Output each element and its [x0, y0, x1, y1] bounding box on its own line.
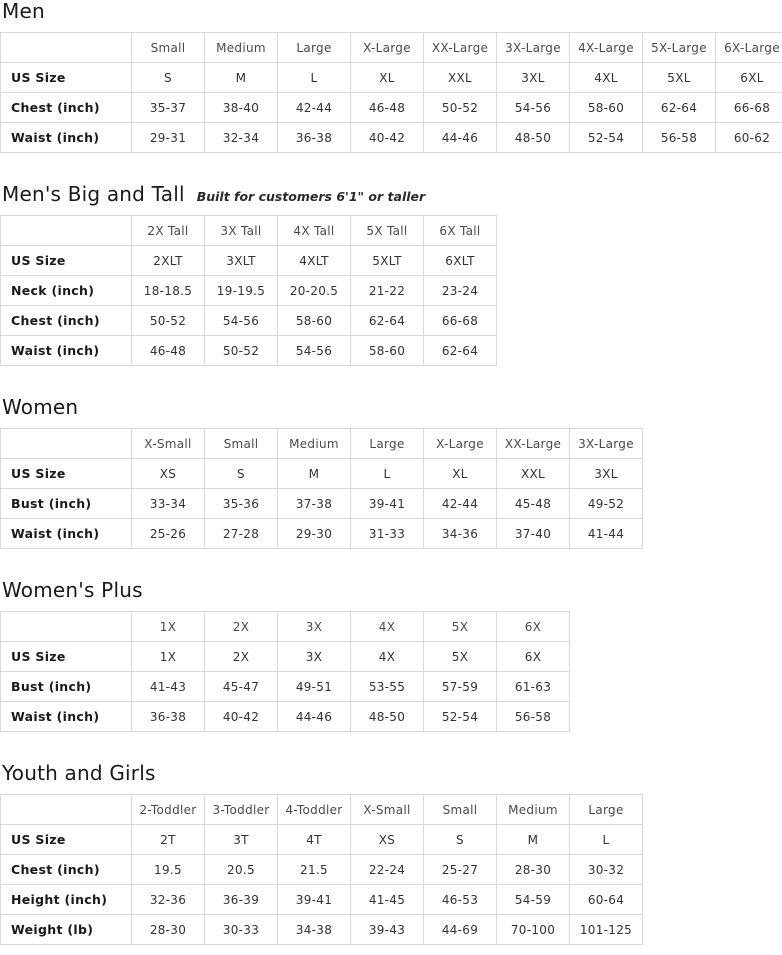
table-cell: M — [205, 63, 278, 93]
row-header: US Size — [1, 63, 132, 93]
table-cell: 56-58 — [497, 702, 570, 732]
column-header: 4X Tall — [278, 216, 351, 246]
table-cell: 58-60 — [351, 336, 424, 366]
section-header — [0, 0, 782, 22]
section-title: Men — [2, 0, 45, 22]
table-cell: 60-64 — [570, 885, 643, 915]
table-cell: 28-30 — [497, 855, 570, 885]
table-cell: 70-100 — [497, 915, 570, 945]
table-cell: 40-42 — [205, 702, 278, 732]
table-cell: 4X — [351, 642, 424, 672]
table-row — [1, 336, 497, 366]
table-cell: 50-52 — [205, 336, 278, 366]
table-cell: 45-48 — [497, 489, 570, 519]
column-header: 4X-Large — [570, 33, 643, 63]
section-header — [0, 579, 782, 601]
column-header: 2X Tall — [132, 216, 205, 246]
table-cell: S — [424, 825, 497, 855]
section-title: Youth and Girls — [2, 762, 156, 784]
table-cell: XXL — [497, 459, 570, 489]
table-cell: 40-42 — [351, 123, 424, 153]
table-cell: 44-46 — [424, 123, 497, 153]
column-header: Medium — [205, 33, 278, 63]
table-cell: 52-54 — [570, 123, 643, 153]
spacer — [0, 22, 782, 32]
table-cell: 58-60 — [278, 306, 351, 336]
table-cell: XS — [132, 459, 205, 489]
table-cell: 1X — [132, 642, 205, 672]
column-header: 3X-Large — [570, 429, 643, 459]
table-cell: 5X — [424, 642, 497, 672]
table-cell: 32-34 — [205, 123, 278, 153]
size-section-women — [0, 396, 782, 579]
table-cell: 6XLT — [424, 246, 497, 276]
table-cell: 6X — [497, 642, 570, 672]
column-header: 3X-Large — [497, 33, 570, 63]
table-cell: 29-30 — [278, 519, 351, 549]
table-cell: 19.5 — [132, 855, 205, 885]
table-header-row — [1, 33, 782, 63]
table-cell: 50-52 — [424, 93, 497, 123]
row-header: Waist (inch) — [1, 519, 132, 549]
size-table — [0, 794, 643, 945]
row-header: US Size — [1, 459, 132, 489]
table-cell: 62-64 — [351, 306, 424, 336]
column-header: 6X Tall — [424, 216, 497, 246]
size-table — [0, 215, 497, 366]
table-cell: 66-68 — [424, 306, 497, 336]
table-cell: 60-62 — [716, 123, 782, 153]
table-cell: M — [278, 459, 351, 489]
table-cell: 4XL — [570, 63, 643, 93]
column-header: X-Small — [132, 429, 205, 459]
table-cell: 36-39 — [205, 885, 278, 915]
column-header: Small — [424, 795, 497, 825]
column-header: 5X-Large — [643, 33, 716, 63]
spacer — [0, 601, 782, 611]
table-cell: 66-68 — [716, 93, 782, 123]
table-corner-cell — [1, 33, 132, 63]
section-title: Women's Plus — [2, 579, 143, 601]
table-cell: 19-19.5 — [205, 276, 278, 306]
table-cell: 42-44 — [278, 93, 351, 123]
table-cell: L — [570, 825, 643, 855]
section-header — [0, 183, 782, 205]
spacer — [0, 205, 782, 215]
table-cell: 54-56 — [205, 306, 278, 336]
table-cell: 41-44 — [570, 519, 643, 549]
column-header: 6X-Large — [716, 33, 782, 63]
spacer — [0, 945, 782, 955]
table-cell: 36-38 — [132, 702, 205, 732]
row-header: Waist (inch) — [1, 702, 132, 732]
row-header: Neck (inch) — [1, 276, 132, 306]
table-cell: L — [278, 63, 351, 93]
size-section-womens-plus — [0, 579, 782, 762]
row-header: Waist (inch) — [1, 336, 132, 366]
table-corner-cell — [1, 612, 132, 642]
column-header: Medium — [278, 429, 351, 459]
column-header: Small — [205, 429, 278, 459]
column-header: X-Large — [424, 429, 497, 459]
row-header: Bust (inch) — [1, 672, 132, 702]
table-cell: 46-48 — [351, 93, 424, 123]
spacer — [0, 153, 782, 183]
row-header: Weight (lb) — [1, 915, 132, 945]
table-corner-cell — [1, 429, 132, 459]
table-cell: 4XLT — [278, 246, 351, 276]
table-cell: 56-58 — [643, 123, 716, 153]
table-cell: XXL — [424, 63, 497, 93]
section-header — [0, 762, 782, 784]
row-header: US Size — [1, 642, 132, 672]
table-cell: XS — [351, 825, 424, 855]
table-cell: M — [497, 825, 570, 855]
table-cell: 2XLT — [132, 246, 205, 276]
table-cell: 2X — [205, 642, 278, 672]
table-cell: 5XL — [643, 63, 716, 93]
table-cell: 46-53 — [424, 885, 497, 915]
table-cell: 39-41 — [351, 489, 424, 519]
table-cell: 3X — [278, 642, 351, 672]
spacer — [0, 418, 782, 428]
spacer — [0, 784, 782, 794]
table-row — [1, 519, 643, 549]
table-cell: 25-26 — [132, 519, 205, 549]
column-header: XX-Large — [497, 429, 570, 459]
table-cell: 3XLT — [205, 246, 278, 276]
column-header: 3X — [278, 612, 351, 642]
table-cell: 57-59 — [424, 672, 497, 702]
table-row — [1, 93, 782, 123]
table-cell: 53-55 — [351, 672, 424, 702]
column-header: Large — [570, 795, 643, 825]
table-cell: 48-50 — [497, 123, 570, 153]
table-cell: 29-31 — [132, 123, 205, 153]
row-header: Chest (inch) — [1, 855, 132, 885]
table-row — [1, 306, 497, 336]
table-cell: 39-43 — [351, 915, 424, 945]
table-cell: 32-36 — [132, 885, 205, 915]
spacer — [0, 549, 782, 579]
spacer — [0, 732, 782, 762]
size-table — [0, 611, 570, 732]
column-header: Medium — [497, 795, 570, 825]
table-cell: 62-64 — [424, 336, 497, 366]
column-header: 2-Toddler — [132, 795, 205, 825]
table-cell: 34-36 — [424, 519, 497, 549]
table-cell: 49-52 — [570, 489, 643, 519]
column-header: 2X — [205, 612, 278, 642]
table-row — [1, 63, 782, 93]
section-header — [0, 396, 782, 418]
table-row — [1, 672, 570, 702]
table-cell: 42-44 — [424, 489, 497, 519]
table-cell: 37-38 — [278, 489, 351, 519]
column-header: Large — [278, 33, 351, 63]
column-header: X-Large — [351, 33, 424, 63]
table-cell: 27-28 — [205, 519, 278, 549]
size-section-men — [0, 0, 782, 183]
row-header: Height (inch) — [1, 885, 132, 915]
column-header: 3-Toddler — [205, 795, 278, 825]
table-row — [1, 123, 782, 153]
table-cell: 35-36 — [205, 489, 278, 519]
table-cell: 22-24 — [351, 855, 424, 885]
column-header: 5X Tall — [351, 216, 424, 246]
table-cell: 23-24 — [424, 276, 497, 306]
column-header: 4X — [351, 612, 424, 642]
spacer — [0, 366, 782, 396]
row-header: Chest (inch) — [1, 93, 132, 123]
table-cell: S — [205, 459, 278, 489]
table-cell: 5XLT — [351, 246, 424, 276]
table-row — [1, 825, 643, 855]
table-cell: 38-40 — [205, 93, 278, 123]
table-cell: 28-30 — [132, 915, 205, 945]
table-cell: 31-33 — [351, 519, 424, 549]
table-cell: 54-56 — [278, 336, 351, 366]
table-cell: 41-45 — [351, 885, 424, 915]
table-cell: 52-54 — [424, 702, 497, 732]
table-cell: 34-38 — [278, 915, 351, 945]
table-cell: 41-43 — [132, 672, 205, 702]
table-cell: 49-51 — [278, 672, 351, 702]
table-cell: 25-27 — [424, 855, 497, 885]
table-row — [1, 489, 643, 519]
table-cell: 20-20.5 — [278, 276, 351, 306]
table-cell: 3XL — [570, 459, 643, 489]
size-section-mens-big-and-tall — [0, 183, 782, 396]
table-cell: 33-34 — [132, 489, 205, 519]
table-header-row — [1, 612, 570, 642]
table-cell: 39-41 — [278, 885, 351, 915]
column-header: 5X — [424, 612, 497, 642]
table-row — [1, 885, 643, 915]
table-cell: 46-48 — [132, 336, 205, 366]
size-section-youth-and-girls — [0, 762, 782, 955]
column-header: 1X — [132, 612, 205, 642]
table-header-row — [1, 795, 643, 825]
table-cell: 21-22 — [351, 276, 424, 306]
table-cell: L — [351, 459, 424, 489]
table-cell: 36-38 — [278, 123, 351, 153]
table-cell: 4T — [278, 825, 351, 855]
table-cell: 3T — [205, 825, 278, 855]
table-cell: 45-47 — [205, 672, 278, 702]
table-cell: 61-63 — [497, 672, 570, 702]
table-cell: S — [132, 63, 205, 93]
row-header: Waist (inch) — [1, 123, 132, 153]
section-title: Men's Big and Tall — [2, 183, 185, 205]
size-table — [0, 428, 643, 549]
row-header: Bust (inch) — [1, 489, 132, 519]
table-row — [1, 459, 643, 489]
column-header: Large — [351, 429, 424, 459]
table-cell: 62-64 — [643, 93, 716, 123]
column-header: 3X Tall — [205, 216, 278, 246]
row-header: US Size — [1, 825, 132, 855]
table-cell: 54-59 — [497, 885, 570, 915]
table-cell: 101-125 — [570, 915, 643, 945]
table-cell: 6XL — [716, 63, 782, 93]
section-title: Women — [2, 396, 78, 418]
column-header: Small — [132, 33, 205, 63]
table-cell: XL — [351, 63, 424, 93]
table-cell: 3XL — [497, 63, 570, 93]
column-header: 6X — [497, 612, 570, 642]
table-corner-cell — [1, 216, 132, 246]
size-table — [0, 32, 782, 153]
column-header: XX-Large — [424, 33, 497, 63]
column-header: 4-Toddler — [278, 795, 351, 825]
row-header: US Size — [1, 246, 132, 276]
table-row — [1, 276, 497, 306]
table-row — [1, 246, 497, 276]
table-cell: 37-40 — [497, 519, 570, 549]
table-cell: 50-52 — [132, 306, 205, 336]
table-cell: 48-50 — [351, 702, 424, 732]
table-header-row — [1, 429, 643, 459]
column-header: X-Small — [351, 795, 424, 825]
table-cell: 35-37 — [132, 93, 205, 123]
table-cell: 2T — [132, 825, 205, 855]
table-header-row — [1, 216, 497, 246]
row-header: Chest (inch) — [1, 306, 132, 336]
table-cell: XL — [424, 459, 497, 489]
table-cell: 44-69 — [424, 915, 497, 945]
table-cell: 54-56 — [497, 93, 570, 123]
table-cell: 58-60 — [570, 93, 643, 123]
table-row — [1, 915, 643, 945]
table-cell: 30-32 — [570, 855, 643, 885]
table-row — [1, 702, 570, 732]
table-corner-cell — [1, 795, 132, 825]
table-row — [1, 855, 643, 885]
table-cell: 21.5 — [278, 855, 351, 885]
table-cell: 30-33 — [205, 915, 278, 945]
table-cell: 20.5 — [205, 855, 278, 885]
table-cell: 18-18.5 — [132, 276, 205, 306]
section-note: Built for customers 6'1" or taller — [197, 189, 425, 204]
table-row — [1, 642, 570, 672]
table-cell: 44-46 — [278, 702, 351, 732]
